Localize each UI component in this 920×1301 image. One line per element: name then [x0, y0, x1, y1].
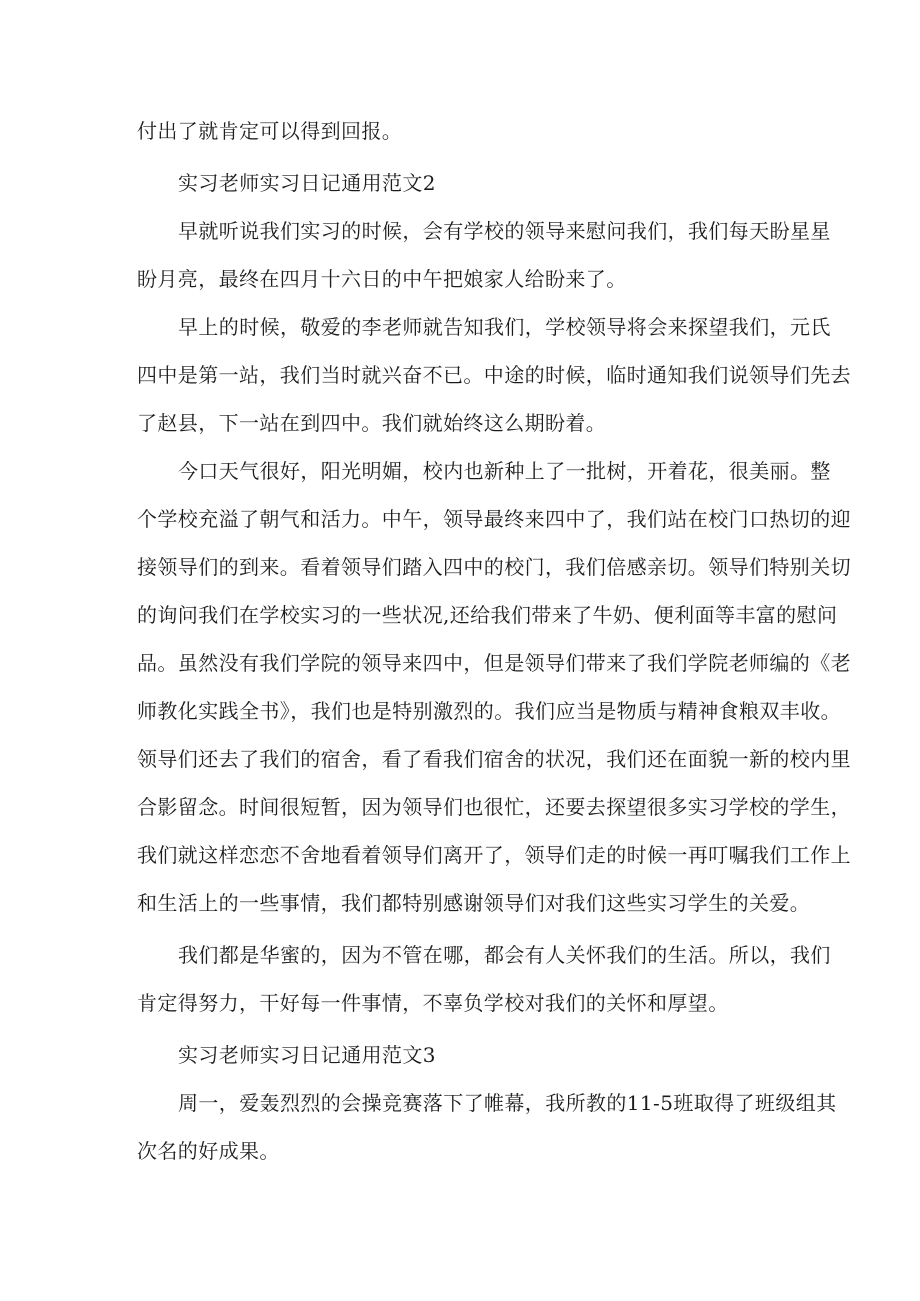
paragraph-line: 品。虽然没有我们学院的领导来四中，但是领导们带来了我们学院老师编的《老	[137, 651, 851, 675]
paragraph-line: 领导们还去了我们的宿舍，看了看我们宿舍的状况，我们还在面貌一新的校内里	[137, 747, 851, 771]
section-heading: 实习老师实习日记通用范文2	[178, 171, 436, 195]
paragraph-line: 我们就这样恋恋不舍地看着领导们离开了，领导们走的时候一再叮嘱我们工作上	[137, 843, 851, 867]
paragraph-line: 的询问我们在学校实习的一些状况,还给我们带来了牛奶、便利面等丰富的慰问	[137, 603, 838, 627]
paragraph-line: 师教化实践全书》，我们也是特别激烈的。我们应当是物质与精神食粮双丰收。	[137, 699, 841, 723]
section-heading: 实习老师实习日记通用范文3	[178, 1043, 436, 1067]
paragraph-line: 肯定得努力，干好每一件事情，不辜负学校对我们的关怀和厚望。	[137, 991, 729, 1015]
paragraph-line: 盼月亮，最终在四月十六日的中午把娘家人给盼来了。	[137, 267, 627, 291]
paragraph-line: 我们都是华蜜的，因为不管在哪，都会有人关怀我们的生活。所以，我们	[178, 943, 831, 967]
paragraph-line: 周一，爱轰烈烈的会操竞赛落下了帷幕，我所教的11-5班取得了班级组其	[178, 1091, 837, 1115]
paragraph-line: 个学校充溢了朝气和活力。中午，领导最终来四中了，我们站在校门口热切的迎	[137, 507, 851, 531]
paragraph-line: 和生活上的一些事情，我们都特别感谢领导们对我们这些实习学生的关爱。	[137, 891, 811, 915]
paragraph-line: 次名的好成果。	[137, 1139, 280, 1163]
paragraph-line: 早上的时候，敬爱的李老师就告知我们，学校领导将会来探望我们，元氏	[178, 315, 831, 339]
paragraph-line: 接领导们的到来。看着领导们踏入四中的校门，我们倍感亲切。领导们特别关切	[137, 555, 851, 579]
paragraph-line: 四中是第一站，我们当时就兴奋不已。中途的时候，临时通知我们说领导们先去	[137, 363, 851, 387]
paragraph-line: 付出了就肯定可以得到回报。	[137, 119, 403, 143]
paragraph-line: 今口天气很好，阳光明媚，校内也新种上了一批树，开着花，很美丽。整	[178, 459, 831, 483]
paragraph-line: 合影留念。时间很短暂，因为领导们也很忙，还要去探望很多实习学校的学生，	[137, 795, 851, 819]
paragraph-line: 了赵县，下一站在到四中。我们就始终这么期盼着。	[137, 411, 607, 435]
paragraph-line: 早就听说我们实习的时候，会有学校的领导来慰问我们，我们每天盼星星	[178, 219, 831, 243]
